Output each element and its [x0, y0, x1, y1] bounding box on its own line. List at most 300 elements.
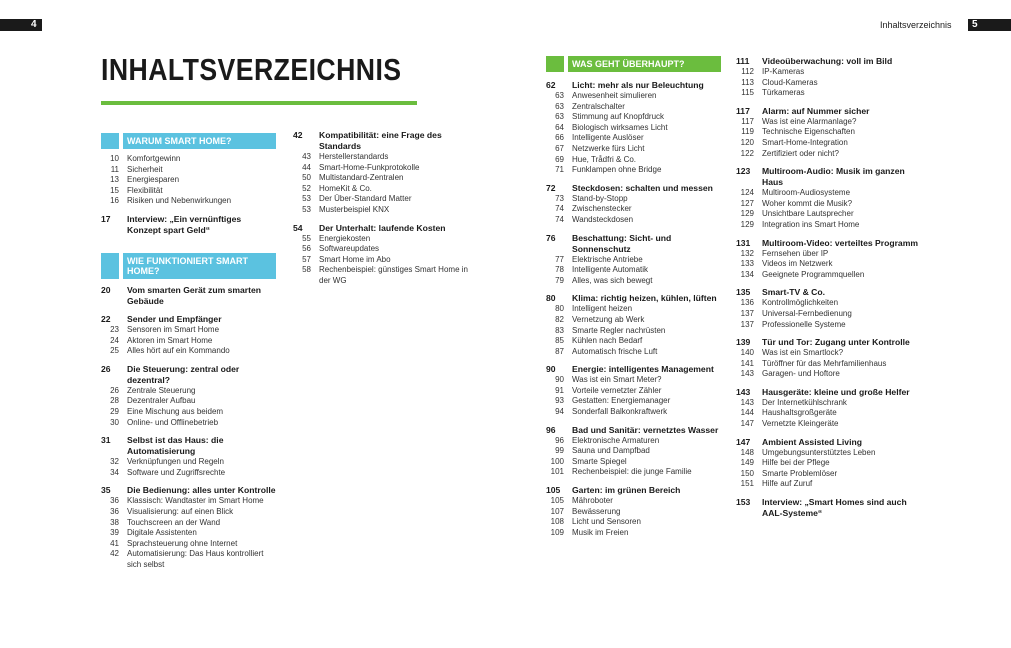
toc-page-number: 96	[555, 435, 564, 445]
toc-entry	[546, 336, 721, 347]
toc-title: Interview: „Smart Homes sind auch AAL-Systeme“	[762, 497, 907, 519]
toc-entry	[101, 528, 276, 539]
toc-page-number: 73	[555, 193, 564, 203]
toc-page-number: 129	[740, 219, 754, 229]
section-box-label: WIE FUNKTIONIERT SMART HOME?	[123, 253, 276, 279]
toc-chapter	[293, 223, 479, 234]
toc-entry	[293, 234, 479, 245]
toc-entry	[736, 408, 926, 419]
toc-title: Flexibilität	[127, 185, 163, 195]
toc-chapter	[546, 425, 721, 436]
toc-chapter	[101, 314, 276, 325]
toc-title: Energie: intelligentes Management	[572, 364, 714, 375]
toc-entry	[101, 336, 276, 347]
toc-page-number: 72	[546, 182, 556, 193]
toc-title: Vorteile vernetzter Zähler	[572, 385, 662, 395]
toc-chapter	[546, 485, 721, 496]
toc-page-number: 39	[110, 528, 119, 538]
toc-title: Zentralschalter	[572, 101, 625, 111]
toc-title: Ambient Assisted Living	[762, 436, 862, 447]
toc-title: Online- und Offlinebetrieb	[127, 417, 219, 427]
toc-page-number: 77	[555, 254, 564, 264]
toc-page-number: 91	[555, 385, 564, 395]
toc-page-number: 54	[293, 222, 303, 233]
toc-title: Energiesparen	[127, 175, 180, 185]
toc-entry	[546, 347, 721, 358]
section-box-wie	[101, 253, 276, 279]
toc-page-number: 132	[740, 248, 754, 258]
toc-group-was-geht	[546, 80, 721, 538]
toc-title: Wandsteckdosen	[572, 214, 634, 224]
toc-page-number: 119	[741, 127, 754, 137]
toc-title: Musterbeispiel KNX	[319, 204, 390, 214]
toc-page-number: 115	[741, 88, 754, 98]
toc-title: Der Unterhalt: laufende Kosten	[319, 222, 446, 233]
toc-page-number: 117	[736, 105, 750, 116]
toc-entry	[101, 386, 276, 397]
toc-page-number: 63	[555, 101, 564, 111]
toc-title: Videos im Netzwerk	[762, 259, 833, 269]
toc-entry	[546, 517, 721, 528]
toc-title: Der Internetkühlschrank	[762, 397, 847, 407]
toc-entry	[546, 91, 721, 102]
toc-page-number: 153	[736, 497, 751, 508]
toc-entry	[101, 549, 276, 570]
toc-page-number: 17	[101, 213, 111, 224]
toc-entry	[293, 152, 479, 163]
toc-title: Kontrollmöglichkeiten	[762, 298, 839, 308]
toc-title: Musik im Freien	[572, 527, 629, 537]
toc-title: Professionelle Systeme	[762, 319, 846, 329]
toc-entry	[736, 88, 926, 99]
toc-entry	[736, 117, 926, 128]
toc-title: Steckdosen: schalten und messen	[572, 182, 713, 193]
toc-page-number: 34	[110, 467, 119, 477]
toc-title: Bad und Sanitär: vernetztes Wasser	[572, 424, 719, 435]
toc-entry	[101, 154, 276, 165]
toc-entry	[736, 249, 926, 260]
toc-chapter	[736, 287, 926, 298]
toc-page-number: 147	[740, 419, 754, 429]
toc-title: Komfortgewinn	[127, 154, 181, 163]
toc-page-number: 112	[741, 67, 754, 76]
toc-title: Energiekosten	[319, 233, 371, 243]
toc-chapter	[736, 437, 926, 448]
toc-page-number: 26	[101, 363, 111, 374]
toc-page-number: 139	[736, 337, 751, 348]
toc-entry	[293, 194, 479, 205]
toc-title: Mähroboter	[572, 496, 613, 506]
toc-title: Smarte Problemlöser	[762, 468, 838, 478]
toc-column-2	[293, 130, 479, 287]
toc-page-number: 71	[555, 165, 564, 175]
toc-title: Tür und Tor: Zugang unter Kontrolle	[762, 337, 910, 348]
toc-title: Digitale Assistenten	[127, 528, 197, 538]
toc-entry	[546, 407, 721, 418]
toc-title: Multiroom-Audio: Musik im ganzen Haus	[762, 166, 905, 188]
toc-title: Smart Home im Abo	[319, 254, 391, 264]
toc-page-number: 85	[555, 336, 564, 346]
toc-page-number: 87	[555, 346, 564, 356]
toc-entry	[546, 386, 721, 397]
toc-entry	[293, 255, 479, 266]
toc-title: Türöffner für das Mehrfamilienhaus	[762, 358, 887, 368]
toc-page-number: 117	[741, 116, 754, 126]
toc-title: Sensoren im Smart Home	[127, 324, 220, 334]
toc-title: Automatisierung: Das Haus kontrolliert sich selbst	[127, 549, 264, 569]
toc-page-number: 82	[555, 314, 564, 324]
toc-entry	[546, 265, 721, 276]
toc-page-number: 74	[555, 214, 564, 224]
toc-entry	[736, 348, 926, 359]
toc-page-number: 23	[110, 324, 119, 334]
toc-page-number: 131	[736, 237, 751, 248]
toc-title: Klima: richtig heizen, kühlen, lüften	[572, 293, 717, 304]
toc-title: Vom smarten Gerät zum smarten Gebäude	[127, 284, 262, 306]
toc-entry	[101, 418, 276, 429]
toc-chapter	[546, 233, 721, 255]
toc-page-number: 53	[302, 194, 311, 204]
toc-page-number: 134	[740, 269, 754, 279]
toc-page-number: 69	[555, 154, 564, 164]
toc-title: Alles hört auf ein Kommando	[127, 346, 230, 356]
toc-title: Hilfe bei der Pflege	[762, 458, 830, 468]
toc-page-number: 143	[740, 397, 754, 407]
toc-title: Funklampen ohne Bridge	[572, 165, 662, 175]
running-head: Inhaltsverzeichnis	[880, 20, 952, 30]
toc-page-number: 109	[550, 527, 564, 537]
toc-page-number: 122	[740, 148, 754, 158]
toc-title: Hilfe auf Zuruf	[762, 479, 813, 489]
toc-title: Geeignete Programmquellen	[762, 269, 865, 279]
toc-page-number: 74	[555, 204, 564, 214]
toc-page-number: 96	[546, 424, 556, 435]
toc-title: Vernetzte Kleingeräte	[762, 419, 839, 429]
toc-entry	[101, 325, 276, 336]
toc-page-number: 136	[740, 298, 754, 308]
toc-title: Was ist eine Alarmanlage?	[762, 116, 857, 126]
toc-entry	[546, 215, 721, 226]
toc-title: Vernetzung ab Werk	[572, 314, 645, 324]
toc-entry	[736, 298, 926, 309]
toc-page-number: 15	[110, 185, 119, 195]
toc-title: Integration ins Smart Home	[762, 219, 860, 229]
toc-title: Elektrische Antriebe	[572, 254, 643, 264]
toc-page-number: 79	[555, 275, 564, 285]
toc-column-3	[546, 56, 721, 538]
toc-title: Risiken und Nebenwirkungen	[127, 196, 232, 206]
toc-page-number: 105	[546, 485, 561, 496]
toc-page-number: 41	[110, 538, 119, 548]
toc-entry	[546, 112, 721, 123]
left-page-number: 4	[31, 19, 37, 30]
toc-title: Smart-Home-Funkprotokolle	[319, 162, 420, 172]
toc-entry	[546, 326, 721, 337]
toc-entry	[546, 375, 721, 386]
toc-title: Visualisierung: auf einen Blick	[127, 506, 234, 516]
toc-chapter	[101, 435, 276, 457]
toc-title: Hausgeräte: kleine und große Helfer	[762, 386, 910, 397]
toc-entry	[101, 175, 276, 186]
toc-entry	[546, 102, 721, 113]
toc-title: IP-Kameras	[762, 67, 805, 76]
toc-chapter	[546, 293, 721, 304]
toc-page-number: 151	[740, 479, 754, 489]
toc-entry	[101, 196, 276, 207]
toc-title: Selbst ist das Haus: die Automatisierung	[127, 435, 224, 457]
toc-entry	[546, 123, 721, 134]
toc-chapter	[736, 166, 926, 188]
toc-entry	[736, 209, 926, 220]
toc-chapter	[736, 387, 926, 398]
toc-page-number: 93	[555, 396, 564, 406]
toc-page-number: 16	[110, 196, 119, 206]
toc-page-number: 124	[740, 188, 754, 198]
toc-page-number: 133	[740, 259, 754, 269]
toc-page-number: 63	[555, 91, 564, 100]
toc-title: Touchscreen an der Wand	[127, 517, 221, 527]
toc-entry	[293, 173, 479, 184]
toc-title: Zwischenstecker	[572, 204, 632, 214]
toc-page-number: 99	[555, 446, 564, 456]
toc-page-number: 101	[550, 467, 564, 477]
toc-title: Alles, was sich bewegt	[572, 275, 653, 285]
toc-entry	[293, 205, 479, 216]
toc-title: Multiroom-Audiosysteme	[762, 188, 851, 198]
toc-entry	[101, 457, 276, 468]
toc-title: Licht und Sensoren	[572, 517, 641, 527]
toc-title: Kompatibilität: eine Frage des Standards	[319, 130, 442, 151]
toc-page-number: 50	[302, 173, 311, 183]
toc-entry	[546, 528, 721, 539]
toc-title: Klassisch: Wandtaster im Smart Home	[127, 496, 264, 506]
section-box-warum	[101, 133, 276, 149]
right-page-number: 5	[972, 19, 978, 30]
toc-page-number: 66	[555, 133, 564, 143]
toc-title: Fernsehen über IP	[762, 248, 829, 258]
toc-entry	[101, 496, 276, 507]
toc-title: Smart-TV & Co.	[762, 287, 826, 298]
toc-title: Intelligente Automatik	[572, 265, 649, 275]
toc-title: Intelligent heizen	[572, 304, 633, 314]
toc-page-number: 144	[740, 408, 754, 418]
toc-entry	[736, 127, 926, 138]
toc-entry	[546, 507, 721, 518]
toc-title: Verknüpfungen und Regeln	[127, 457, 224, 467]
toc-page-number: 105	[550, 496, 564, 506]
toc-title: Zertifiziert oder nicht?	[762, 148, 839, 158]
toc-title: Smarte Regler nachrüsten	[572, 325, 666, 335]
toc-page-number: 78	[555, 265, 564, 275]
toc-page-number: 22	[101, 313, 111, 324]
toc-title: Die Steuerung: zentral oder dezentral?	[127, 363, 240, 385]
toc-page-number: 113	[741, 77, 754, 87]
toc-page-number: 28	[110, 396, 119, 406]
toc-page-number: 147	[736, 436, 751, 447]
toc-title: HomeKit & Co.	[319, 183, 372, 193]
toc-page-number: 150	[740, 468, 754, 478]
toc-chapter	[101, 214, 276, 236]
toc-group-wie	[101, 285, 276, 571]
toc-title: Kühlen nach Bedarf	[572, 336, 643, 346]
toc-entry	[101, 165, 276, 176]
toc-page-number: 90	[546, 364, 556, 375]
toc-page-number: 36	[110, 506, 119, 516]
toc-entry	[736, 199, 926, 210]
toc-entry	[546, 255, 721, 266]
title-underline	[101, 101, 417, 105]
toc-title: Stand-by-Stopp	[572, 193, 628, 203]
toc-column-1	[101, 133, 276, 570]
toc-page-number: 94	[555, 407, 564, 417]
toc-entry	[101, 186, 276, 197]
toc-page-number: 52	[302, 183, 311, 193]
toc-title: Herstellerstandards	[319, 152, 389, 161]
toc-entry	[736, 220, 926, 231]
toc-page-number: 137	[740, 308, 754, 318]
toc-entry	[736, 458, 926, 469]
toc-page-number: 57	[302, 254, 311, 264]
toc-entry	[546, 436, 721, 447]
toc-title: Rechenbeispiel: günstiges Smart Home in der WG	[319, 265, 468, 285]
toc-title: Haushaltsgroßgeräte	[762, 408, 837, 418]
toc-page-number: 120	[740, 137, 754, 147]
toc-entry	[101, 468, 276, 479]
toc-page-number: 143	[736, 386, 751, 397]
toc-title: Biologisch wirksames Licht	[572, 122, 668, 132]
toc-page-number: 43	[302, 152, 311, 161]
toc-chapter	[546, 364, 721, 375]
toc-entry	[101, 507, 276, 518]
toc-page-number: 36	[110, 496, 119, 506]
toc-entry	[736, 78, 926, 89]
toc-entry	[736, 259, 926, 270]
toc-entry	[546, 194, 721, 205]
toc-entry	[736, 479, 926, 490]
toc-page-number: 32	[110, 457, 119, 467]
toc-page-number: 10	[110, 154, 119, 163]
toc-title: Was ist ein Smartlock?	[762, 348, 844, 358]
toc-page-number: 67	[555, 143, 564, 153]
toc-entry	[736, 149, 926, 160]
toc-page-number: 62	[546, 80, 556, 90]
toc-entry	[546, 204, 721, 215]
toc-title: Multistandard-Zentralen	[319, 173, 404, 183]
toc-title: Die Bedienung: alles unter Kontrolle	[127, 485, 276, 496]
toc-title: Unsichtbare Lautsprecher	[762, 209, 854, 219]
toc-page-number: 140	[740, 348, 754, 358]
toc-entry	[546, 467, 721, 478]
toc-entry	[736, 320, 926, 331]
toc-page-number: 42	[110, 549, 119, 559]
toc-title: Intelligente Auslöser	[572, 133, 644, 143]
toc-entry	[546, 144, 721, 155]
toc-page-number: 20	[101, 284, 111, 295]
toc-page-number: 35	[101, 485, 111, 496]
toc-chapter	[736, 337, 926, 348]
toc-chapter	[546, 80, 721, 91]
toc-entry	[101, 346, 276, 357]
toc-title: Netzwerke fürs Licht	[572, 143, 645, 153]
toc-page-number: 55	[302, 233, 311, 243]
toc-entry	[101, 396, 276, 407]
toc-page-number: 80	[546, 293, 556, 304]
toc-title: Garten: im grünen Bereich	[572, 485, 681, 496]
toc-title: Sonderfall Balkonkraftwerk	[572, 407, 668, 417]
toc-chapter	[736, 238, 926, 249]
toc-title: Smarte Spiegel	[572, 456, 627, 466]
toc-chapter	[736, 497, 926, 519]
toc-entry	[736, 138, 926, 149]
toc-page-number: 64	[555, 122, 564, 132]
toc-entry	[736, 359, 926, 370]
toc-page-number: 31	[101, 435, 111, 446]
toc-entry	[546, 496, 721, 507]
toc-title: Alarm: auf Nummer sicher	[762, 105, 870, 116]
toc-title: Hue, Trådfri & Co.	[572, 154, 637, 164]
toc-page-number: 137	[740, 319, 754, 329]
toc-page-number: 100	[550, 456, 564, 466]
toc-entry	[293, 265, 479, 286]
toc-title: Anwesenheit simulieren	[572, 91, 657, 100]
toc-chapter	[293, 130, 479, 152]
toc-entry	[736, 419, 926, 430]
toc-group-warum	[101, 154, 276, 236]
toc-entry	[736, 309, 926, 320]
toc-title: Umgebungsunterstütztes Leben	[762, 447, 876, 457]
toc-page-number: 148	[740, 447, 754, 457]
toc-page-number: 29	[110, 406, 119, 416]
toc-page-number: 53	[302, 204, 311, 214]
toc-title: Technische Eigenschaften	[762, 127, 855, 137]
toc-entry	[736, 270, 926, 281]
toc-page-number: 44	[302, 162, 311, 172]
toc-entry	[546, 396, 721, 407]
toc-page-number: 30	[110, 417, 119, 427]
toc-title: Smart-Home-Integration	[762, 137, 848, 147]
toc-page-number: 42	[293, 130, 303, 140]
toc-title: Interview: „Ein vernünftiges Konzept spart Geld“	[127, 213, 242, 235]
toc-page-number: 76	[546, 232, 556, 243]
toc-page-number: 111	[736, 56, 750, 66]
toc-page-number: 143	[740, 369, 754, 379]
toc-page-number: 129	[740, 209, 754, 219]
toc-page-number: 26	[110, 385, 119, 395]
toc-title: Software und Zugriffsrechte	[127, 467, 226, 477]
toc-title: Der Über-Standard Matter	[319, 194, 412, 204]
toc-title: Softwareupdates	[319, 244, 380, 254]
toc-title: Gestatten: Energiemanager	[572, 396, 671, 406]
toc-entry	[101, 518, 276, 529]
toc-chapter	[736, 106, 926, 117]
toc-title: Eine Mischung aus beidem	[127, 406, 224, 416]
toc-column-4	[736, 56, 926, 519]
toc-chapter	[546, 183, 721, 194]
toc-entry	[293, 163, 479, 174]
toc-title: Sender und Empfänger	[127, 313, 222, 324]
toc-entry	[736, 469, 926, 480]
toc-title: Sauna und Dampfbad	[572, 446, 650, 456]
toc-title: Rechenbeispiel: die junge Familie	[572, 467, 692, 477]
toc-entry	[736, 369, 926, 380]
toc-entry	[293, 184, 479, 195]
toc-title: Stimmung auf Knopfdruck	[572, 112, 665, 122]
toc-page-number: 13	[110, 175, 119, 185]
toc-entry	[546, 276, 721, 287]
toc-page-number: 25	[110, 346, 119, 356]
toc-entry	[546, 155, 721, 166]
toc-entry	[101, 407, 276, 418]
